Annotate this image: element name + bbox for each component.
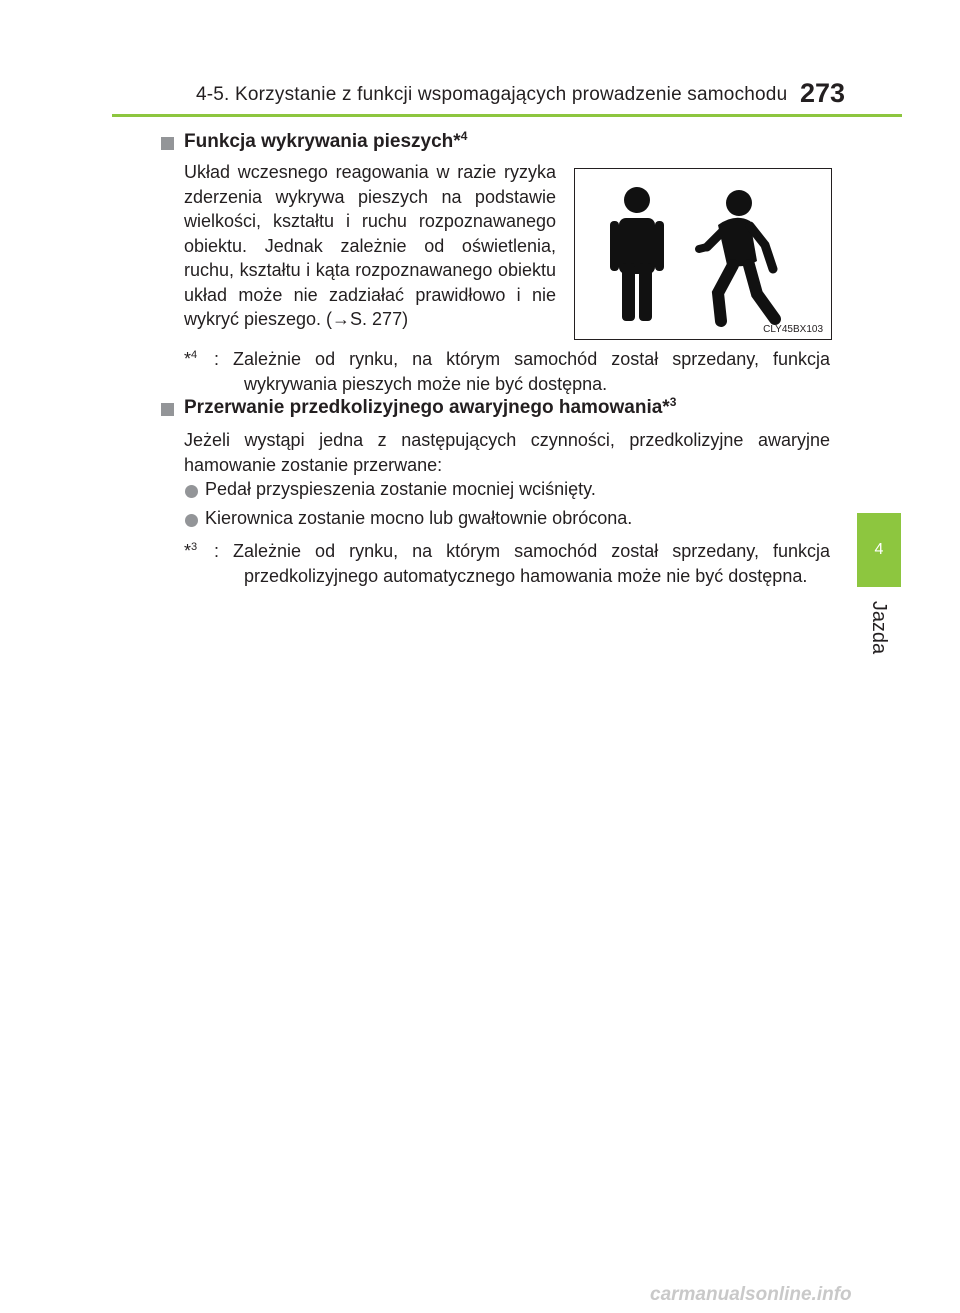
list-item: Kierownica zostanie mocno lub gwałtownie obrócona.	[205, 508, 633, 528]
figure-code: CLY45BX103	[763, 324, 823, 335]
footnote-text: : Zależnie od rynku, na którym samochód został sprzedany, funkcja wykrywania pieszych może nie być dostępna.	[214, 349, 830, 394]
walking-person-icon	[699, 190, 775, 321]
heading-superscript: 4	[460, 129, 468, 143]
section-paragraph: Jeżeli wystąpi jedna z następujących czynności, przedkolizyjne awaryjne hamowanie zostanie przerwane:	[184, 430, 830, 475]
list-item: Pedał przyspieszenia zostanie mocniej wciśnięty.	[205, 479, 596, 499]
footnote-text: : Zależnie od rynku, na którym samochód został sprzedany, funkcja przedkolizyjnego automatycznego hamowania może nie być dostępna.	[214, 541, 830, 586]
chapter-tab	[857, 513, 901, 587]
chapter-label	[859, 597, 899, 657]
chapter-number: 4	[874, 541, 884, 558]
section-bullet-square	[161, 137, 174, 150]
watermark: carmanualsonline.info	[650, 1284, 852, 1305]
running-header: 4-5. Korzystanie z funkcji wspomagających prowadzenie samochodu	[196, 84, 788, 105]
footnote-marker: *$^4$	[184, 349, 198, 369]
section-heading-braking	[184, 397, 676, 419]
footnote-braking	[184, 539, 830, 588]
section-paragraph: Układ wczesnego reagowania w razie ryzyka zderzenia wykrywa pieszych na podstawie wielkości, kształtu i ruchu rozpoznawanego obiektu. Jednak zależnie od oświetlenia, ruchu, kształtu i kąta rozpoznawanego obiektu układ może nie zadziałać prawidłowo i nie wykryć pieszego. (→S. 277)	[184, 162, 556, 329]
bullet-dot	[185, 514, 198, 527]
bullet-dot	[185, 485, 198, 498]
standing-person-icon	[610, 187, 664, 321]
section-heading-text: Funkcja wykrywania pieszych*	[184, 131, 461, 152]
chapter-label-text: Jazda	[868, 600, 891, 654]
pedestrian-illustration	[574, 168, 832, 340]
section-bullet-square	[161, 403, 174, 416]
section-heading-pedestrian	[184, 131, 467, 153]
header-divider	[112, 114, 902, 117]
page-number: 273	[800, 78, 846, 108]
heading-superscript: 3	[669, 395, 677, 409]
section-heading-text: Przerwanie przedkolizyjnego awaryjnego hamowania*	[184, 397, 670, 418]
footnote-pedestrian	[184, 347, 830, 396]
footnote-marker: *$^3$	[184, 541, 198, 561]
pedestrian-figures-graphic	[575, 169, 833, 341]
